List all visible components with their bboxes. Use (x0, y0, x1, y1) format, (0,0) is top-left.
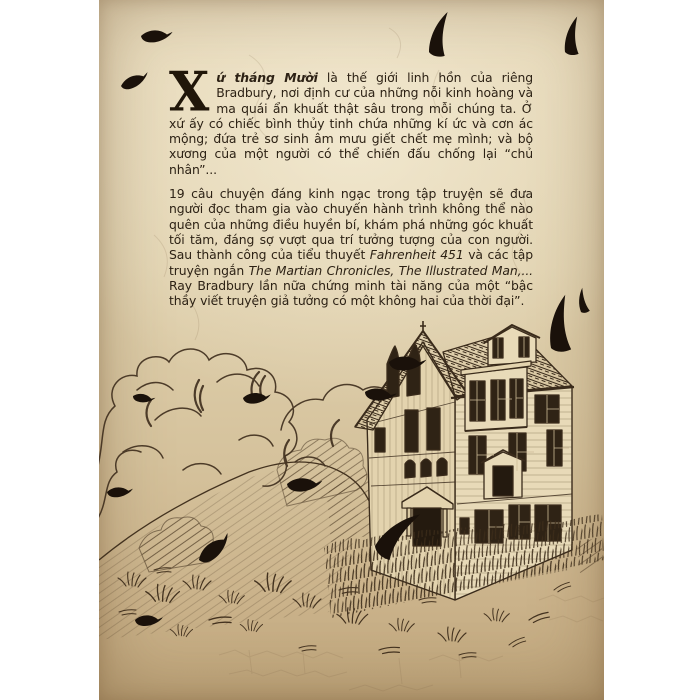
blurb-part1: 19 câu chuyện đáng kinh ngạc trong tập truyện sẽ đưa người đọc tham gia vào chuyến hành trình không thể nào quên của những điều huyền bí, khám phá những góc khuất tối tăm, đáng sợ vượt qua trí tưởng tượng của con người. Sau thành công của tiểu thuyết (169, 186, 533, 263)
leaf-icon (571, 288, 594, 315)
leaf-icon (242, 391, 270, 407)
leaf-icon (557, 17, 586, 58)
leaf-icon (424, 12, 454, 58)
book-title-fahrenheit-451: Fahrenheit 451 (369, 247, 464, 263)
book-back-cover (99, 0, 604, 700)
intro-lead: ứ tháng Mười (216, 70, 318, 85)
blurb-part2: và các tập truyện ngắn (169, 247, 533, 278)
leaf-icon (106, 485, 133, 500)
drop-cap: X (169, 60, 210, 125)
blurb-part3: Ray Bradbury lần nữa chứng minh tài năng của một “bậc thầy viết truyện giả tưởng có một không hai của thời đại”. (169, 277, 533, 309)
back-cover-text (169, 60, 534, 309)
intro-paragraph (169, 60, 534, 177)
leaf-icon (140, 28, 172, 46)
leaf-icon (132, 390, 156, 406)
book-titles-martian-illustrated: The Martian Chronicles, The Illustrated Man,... (248, 262, 533, 278)
intro-body: là thế giới linh hồn của riêng Bradbury, nơi định cư của những nỗi kinh hoàng và ma quái ẩn khuất thật sâu trong mỗi chúng ta. Ở xứ ấy có chiếc bình thủy tinh chứa những kí ức và cơn ác mộng; đứa trẻ sơ sinh âm mưu giết chết mẹ mình; và bộ xương của một người có thể chiến đấu chống lại “chủ nhân”... (169, 70, 534, 177)
leaf-icon (119, 72, 150, 91)
blurb-paragraph (169, 186, 533, 308)
leaf-icon (537, 295, 582, 356)
